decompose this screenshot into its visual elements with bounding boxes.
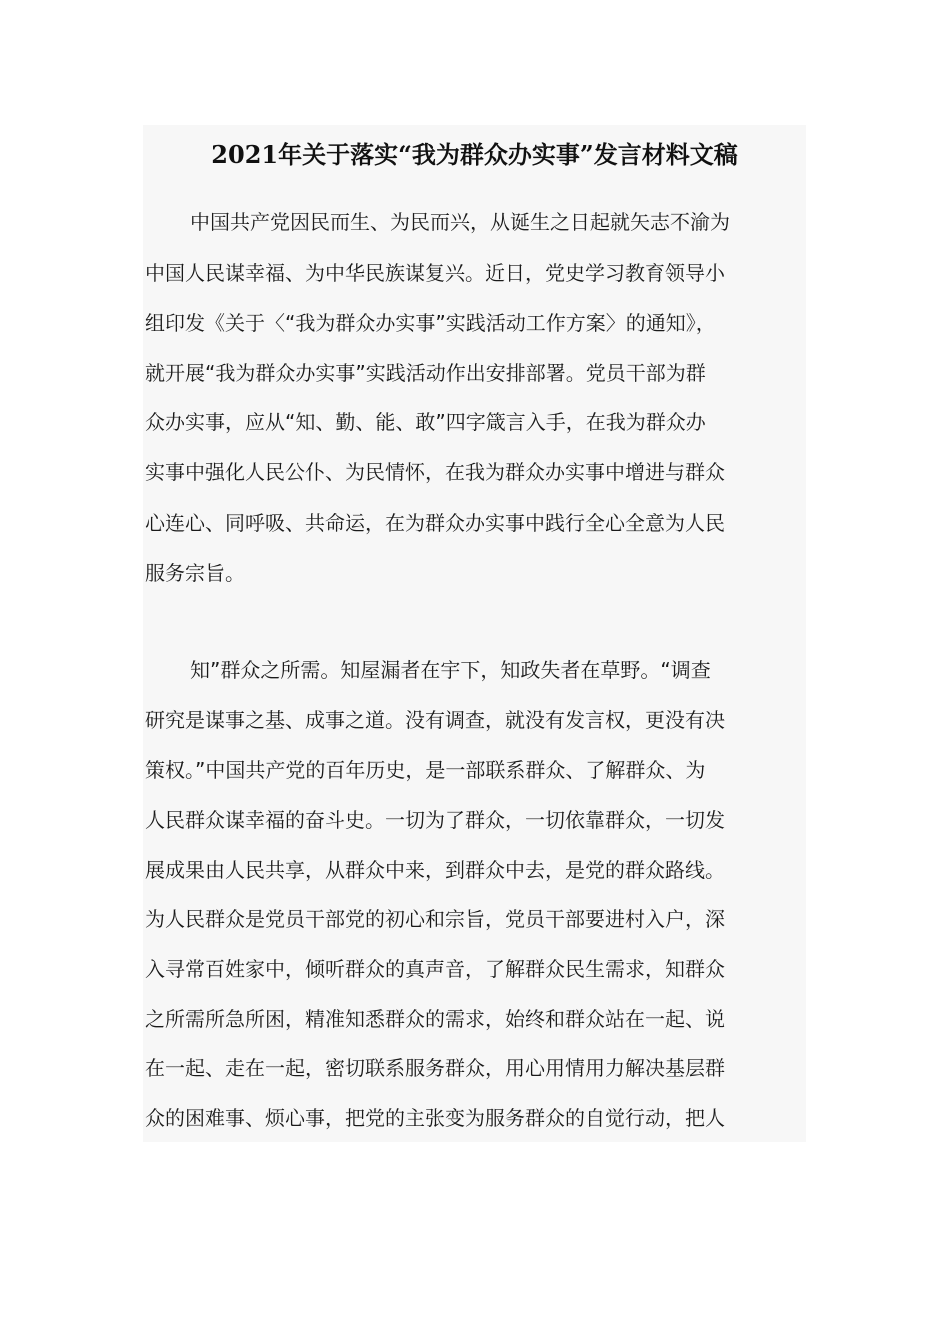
paragraph-2-line-2: 研究是谋事之基、成事之道。没有调查，就没有发言权，更没有决 [145,708,725,732]
paragraph-1-line-1: 中国共产党因民而生、为民而兴，从诞生之日起就矢志不渝为 [190,210,730,234]
paragraph-2-line-6: 为人民群众是党员干部党的初心和宗旨，党员干部要进村入户，深 [145,907,725,931]
paragraph-2-line-9: 在一起、走在一起，密切联系服务群众，用心用情用力解决基层群 [145,1056,725,1080]
paragraph-1-line-6: 实事中强化人民公仆、为民情怀，在我为群众办实事中增进与群众 [145,460,725,484]
document-title: 2021年关于落实“我为群众办实事”发言材料文稿 [211,140,738,169]
paragraph-2-line-1: 知”群众之所需。知屋漏者在宇下，知政失者在草野。“调查 [190,658,711,682]
paragraph-1-line-8: 服务宗旨。 [145,561,245,585]
paragraph-2-line-5: 展成果由人民共享，从群众中来，到群众中去，是党的群众路线。 [145,858,725,882]
paragraph-1-line-2: 中国人民谋幸福、为中华民族谋复兴。近日，党史学习教育领导小 [145,261,725,285]
paragraph-1-line-7: 心连心、同呼吸、共命运，在为群众办实事中践行全心全意为人民 [145,511,725,535]
paragraph-2-line-7: 入寻常百姓家中，倾听群众的真声音，了解群众民生需求，知群众 [145,957,725,981]
paragraph-2-line-3: 策权。”中国共产党的百年历史，是一部联系群众、了解群众、为 [145,758,706,782]
paragraph-2-line-4: 人民群众谋幸福的奋斗史。一切为了群众，一切依靠群众，一切发 [145,808,725,832]
paragraph-1-line-4: 就开展“我为群众办实事”实践活动作出安排部署。党员干部为群 [145,361,706,385]
paragraph-2-line-10: 众的困难事、烦心事，把党的主张变为服务群众的自觉行动，把人 [145,1106,725,1130]
paragraph-2-line-8: 之所需所急所困，精准知悉群众的需求，始终和群众站在一起、说 [145,1007,725,1031]
paragraph-1-line-5: 众办实事，应从“知、勤、能、敢”四字箴言入手，在我为群众办 [145,410,706,434]
paragraph-1-line-3: 组印发《关于〈“我为群众办实事”实践活动工作方案〉的通知》， [145,311,716,335]
